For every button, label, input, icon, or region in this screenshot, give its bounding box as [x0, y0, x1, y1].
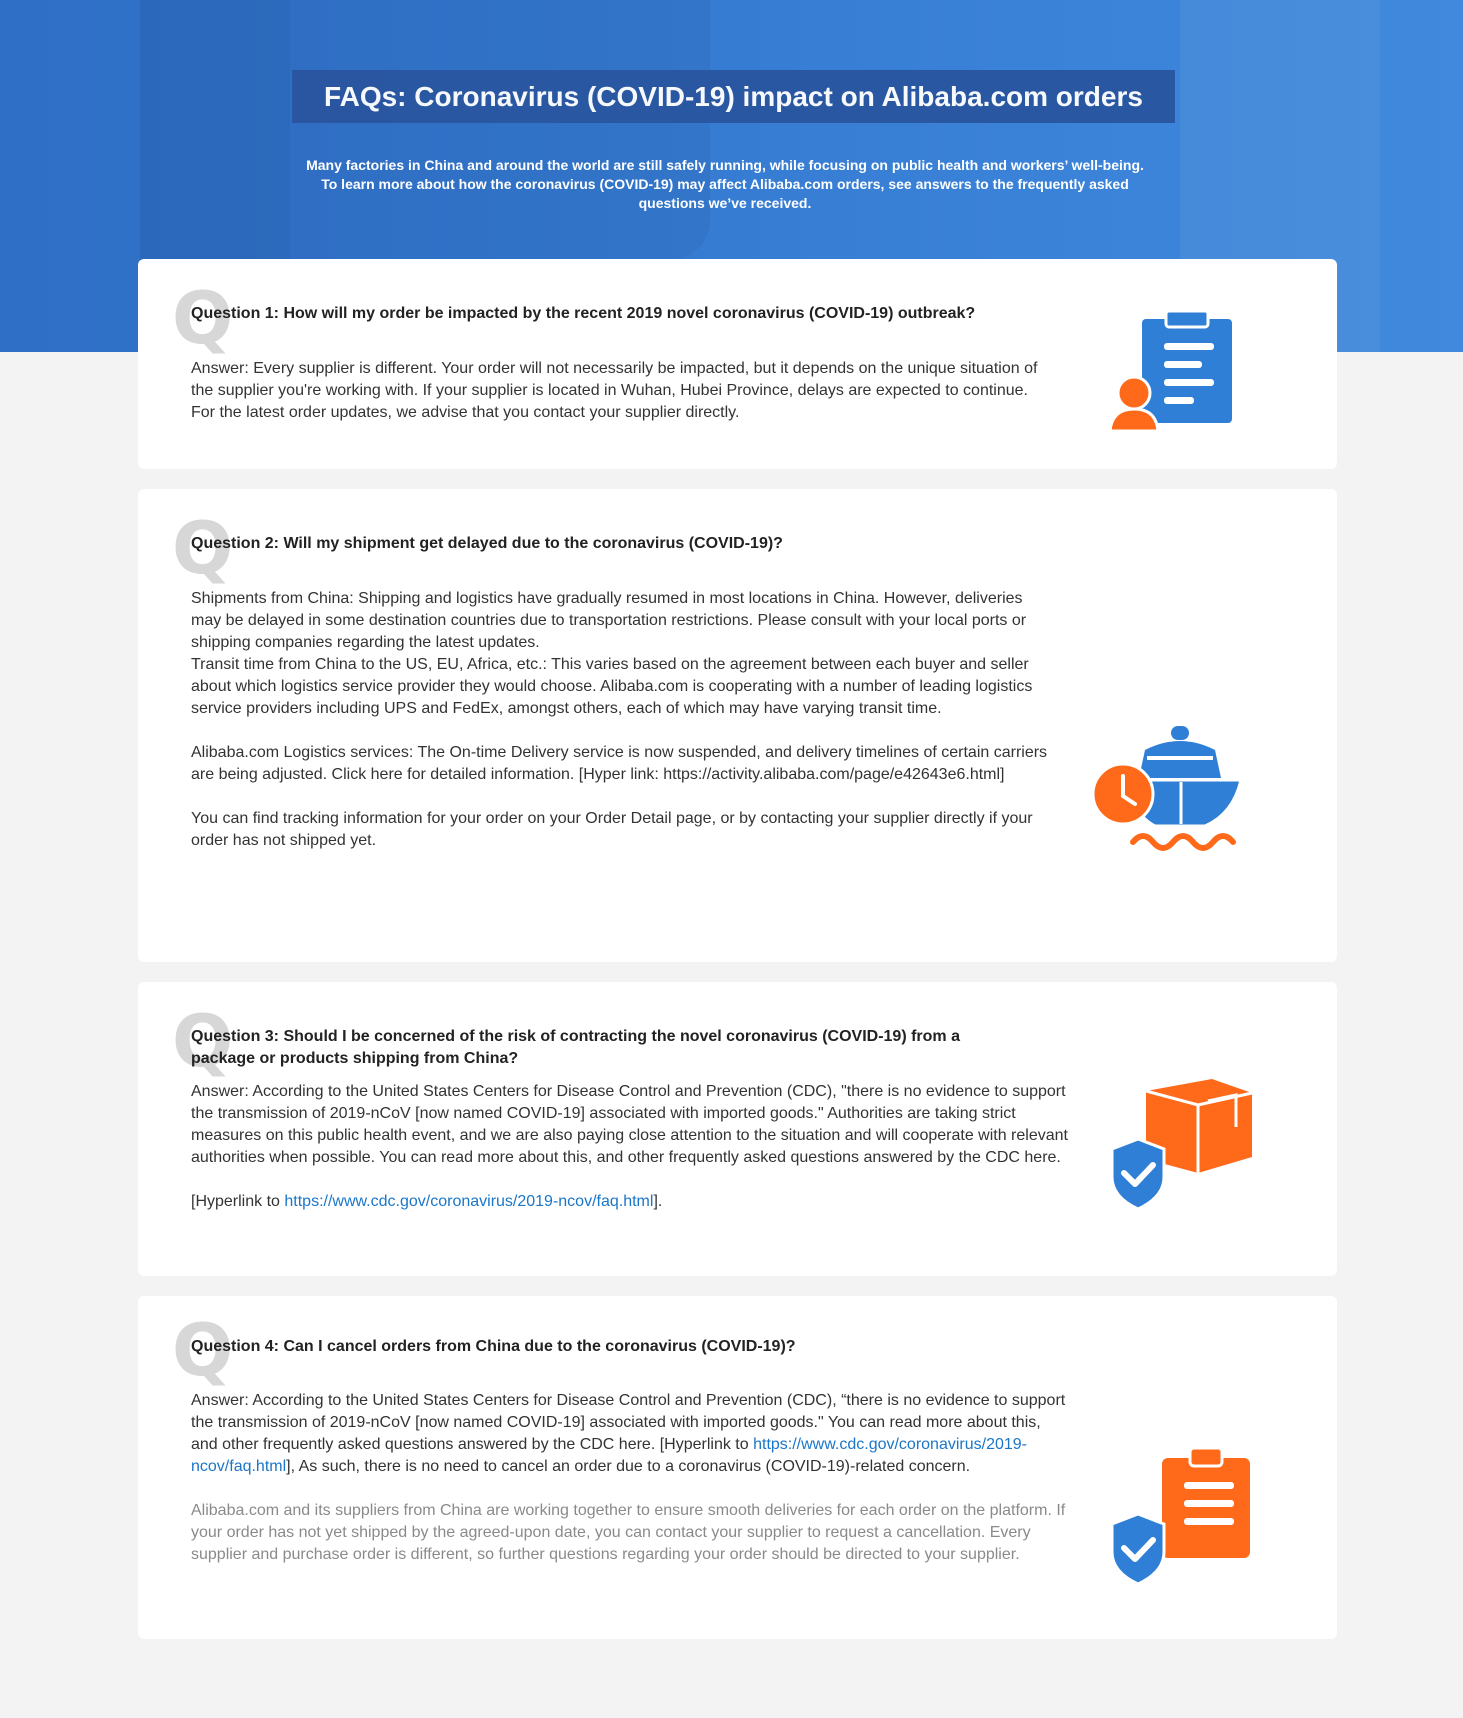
question-title: Question 3: Should I be concerned of the risk of contracting the novel coronavirus (COVID-19) from a package or products shipping from China? [191, 1028, 960, 1067]
faq-card-1 [138, 259, 1337, 469]
hyperlink-suffix: ]. [653, 1193, 663, 1210]
page-title-box [292, 70, 1175, 123]
answer [191, 1081, 1071, 1213]
answer [191, 588, 1051, 852]
intro-text [290, 156, 1160, 213]
hyperlink-line [191, 1191, 1071, 1213]
hero-shade [140, 0, 290, 260]
ship-clock-icon [1093, 724, 1253, 854]
answer [191, 358, 1051, 424]
cdc-faq-link[interactable]: https://www.cdc.gov/coronavirus/2019-ncov/faq.html [191, 1436, 1027, 1475]
note-text: Alibaba.com and its suppliers from China are working together to ensure smooth deliveries for each order on the platform. If your order has not yet shipped by the agreed-upon date, you can contact your supplier to request a cancellation. Every supplier and purchase order is different, so further questions regarding your order should be directed to your supplier. [191, 1502, 1066, 1563]
answer-text-part: Answer: According to the United States Centers for Disease Control and Prevention (CDC), “there is no evidence to support the transmission of 2019-nCoV [now named COVID-19] associated with imported goods." You can read more about this, and other frequently asked questions answered by the CDC here. [Hyperlink to [191, 1392, 1066, 1453]
q-letter: Q [172, 276, 234, 360]
intro-line: To learn more about how the coronavirus (COVID-19) may affect Alibaba.com orders, see answers to the frequently asked questions we’ve received. [321, 176, 1129, 211]
answer-paragraph: Shipments from China: Shipping and logistics have gradually resumed in most locations in China. However, deliveries may be delayed in some destination countries due to transportation restrictions. Please consult with your local ports or shipping companies regarding the latest updates. [191, 590, 1027, 651]
answer-text [191, 1390, 1071, 1478]
hero-shade [290, 0, 710, 260]
faq-card-2 [138, 489, 1337, 962]
cdc-faq-link[interactable]: https://www.cdc.gov/coronavirus/2019-ncov/faq.html [284, 1193, 654, 1210]
question-title: Question 4: Can I cancel orders from China due to the coronavirus (COVID-19)? [191, 1338, 796, 1355]
q-letter: Q [172, 1308, 234, 1392]
question-title: Question 2: Will my shipment get delayed due to the coronavirus (COVID-19)? [191, 535, 783, 552]
clipboard-shield-icon [1106, 1446, 1256, 1586]
answer-paragraph: Transit time from China to the US, EU, Africa, etc.: This varies based on the agreement between each buyer and seller about which logistics service provider they would choose. Alibaba.com is cooperating with a number of leading logistics service providers including UPS and FedEx, amongst others, each of which may have varying transit time. [191, 656, 1033, 717]
package-shield-icon [1106, 1077, 1256, 1212]
q-letter: Q [172, 999, 234, 1083]
faq-card-3 [138, 982, 1337, 1276]
clipboard-person-icon [1108, 309, 1238, 434]
answer-text-part: ], As such, there is no need to cancel an order due to a coronavirus (COVID-19)-related concern. [286, 1458, 971, 1475]
faq-card-4 [138, 1296, 1337, 1639]
page-title: FAQs: Coronavirus (COVID-19) impact on Alibaba.com orders [324, 80, 1143, 112]
hyperlink-prefix: [Hyperlink to [191, 1193, 285, 1210]
question-title: Question 1: How will my order be impacted by the recent 2019 novel coronavirus (COVID-19) outbreak? [191, 305, 976, 322]
intro-line: Many factories in China and around the world are still safely running, while focusing on public health and workers’ well-being. [306, 157, 1144, 173]
answer-text: Answer: Every supplier is different. Your order will not necessarily be impacted, but it depends on the unique situation of the supplier you're working with. If your supplier is located in Wuhan, Hubei Province, delays are expected to continue. For the latest order updates, we advise that you contact your supplier directly. [191, 360, 1038, 421]
q-letter: Q [172, 506, 234, 590]
answer-text: Answer: According to the United States Centers for Disease Control and Prevention (CDC), "there is no evidence to support the transmission of 2019-nCoV [now named COVID-19] associated with imported goods." Authorities are taking strict measures on this public health event, and we are also paying close attention to the situation and will cooperate with relevant authorities when possible. You can read more about this, and other frequently asked questions answered by the CDC here. [191, 1083, 1068, 1166]
answer [191, 1390, 1071, 1566]
answer-paragraph: You can find tracking information for your order on your Order Detail page, or by contacting your supplier directly if your order has not shipped yet. [191, 810, 1033, 849]
answer-paragraph: Alibaba.com Logistics services: The On-time Delivery service is now suspended, and delivery timelines of certain carriers are being adjusted. Click here for detailed information. [Hyper link: https://activity.alibaba.com/page/e42643e6.html] [191, 744, 1048, 783]
